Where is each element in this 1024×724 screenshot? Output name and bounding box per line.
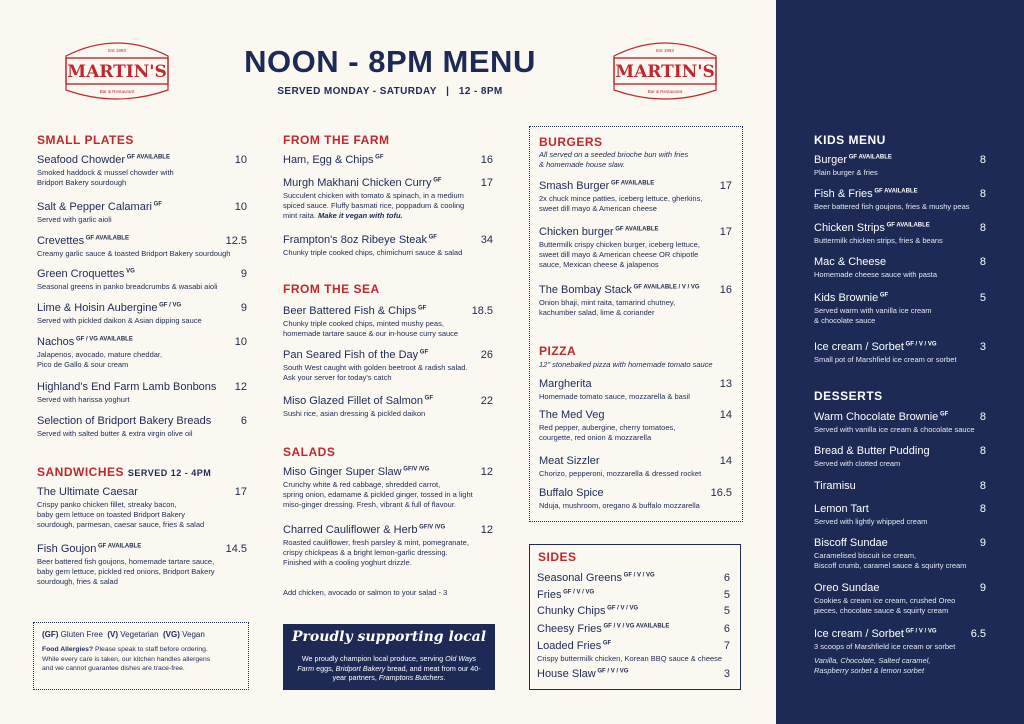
item-name: Chicken Strips <box>814 222 885 234</box>
item-price: 17 <box>719 180 732 192</box>
item-description: Succulent chicken with tomato & spinach, in a medium spiced sauce. Fluffy basmati rice, poppadum & cooling mint raita. Make it vegan with tofu. <box>283 191 465 220</box>
kids-desserts-panel <box>776 0 1024 724</box>
item-price: 16.5 <box>710 487 732 499</box>
item-name: Seasonal Greens <box>537 572 622 584</box>
dietary-tag: GF/V /VG <box>417 524 446 531</box>
item-name: Selection of Bridport Bakery Breads <box>37 415 212 427</box>
menu-title: NOON - 8PM MENU <box>244 44 536 79</box>
menu-item <box>283 305 493 339</box>
dietary-legend: (GF) Gluten Free (V) Vegetarian (VG) Vegan <box>42 630 205 639</box>
item-description: Served with harissa yoghurt <box>37 395 130 404</box>
item-price: 34 <box>480 234 493 246</box>
item-name: Nachos <box>37 336 75 348</box>
item-description: Cookies & cream ice cream, crushed Oreo pieces, chocolate sauce & squirty cream <box>814 596 956 615</box>
dietary-tag: GF AVAILABLE <box>847 154 892 161</box>
item-description: Served with pickled daikon & Asian dipping sauce <box>37 316 202 325</box>
dietary-tag: GF <box>938 411 949 418</box>
menu-item <box>37 543 247 587</box>
item-price: 7 <box>723 640 730 652</box>
menu-item <box>537 640 730 664</box>
dietary-tag: GF / V / VG <box>622 572 655 579</box>
svg-text:Bar & Restaurant: Bar & Restaurant <box>99 89 135 94</box>
item-description: Served with garlic aioli <box>37 215 112 224</box>
item-price: 16 <box>719 284 732 296</box>
item-price: 5 <box>723 605 730 617</box>
item-name: Smash Burger <box>539 180 610 192</box>
dietary-tag: GF / VG AVAILABLE <box>74 336 133 343</box>
dietary-tag: GF <box>431 177 442 184</box>
item-name: Fries <box>537 589 562 601</box>
local-support-badge <box>283 624 495 690</box>
item-description: Red pepper, aubergine, cherry tomatoes, courgette, red onion & mozzarella <box>539 423 676 442</box>
item-description: Crispy panko chicken fillet, streaky bacon, baby gem lettuce on toasted Bridport Bakery sourdough, parmesan, caesar sauce, fries & salad <box>37 500 205 529</box>
item-description: South West caught with golden beetroot & radish salad. Ask your server for today's catch <box>283 363 468 382</box>
item-description: Homemade cheese sauce with pasta <box>814 270 937 279</box>
pizza-intro: 12" stonebaked pizza with homemade tomato sauce <box>539 360 713 369</box>
item-price: 8 <box>979 188 986 200</box>
dietary-tag: GF <box>151 201 162 208</box>
item-name: Fish Goujon <box>37 543 97 555</box>
menu-item <box>537 589 730 601</box>
item-description: Smoked haddock & mussel chowder with Bridport Bakery sourdough <box>37 168 174 187</box>
item-price: 10 <box>234 154 247 166</box>
item-price: 6 <box>723 572 730 584</box>
item-price: 14 <box>719 455 732 467</box>
menu-item <box>539 284 732 318</box>
menu-item <box>814 480 986 492</box>
martins-logo-right <box>606 36 724 102</box>
item-name: Beer Battered Fish & Chips <box>283 305 417 317</box>
item-price: 6.5 <box>970 628 986 640</box>
item-name: Ham, Egg & Chips <box>283 154 374 166</box>
item-price: 8 <box>979 445 986 457</box>
item-description: Crunchy white & red cabbage, shredded carrot, spring onion, edamame & pickled ginger, tossed in a light miso-ginger dressing. Fresh, vibrant & full of flavour. <box>283 480 473 509</box>
item-price: 13 <box>719 378 732 390</box>
sandwiches-title: SANDWICHES SERVED 12 - 4PM <box>37 465 212 479</box>
legend-box <box>33 622 249 690</box>
item-description: 2x chuck mince patties, iceberg lettuce, gherkins, sweet dill mayo & American cheese <box>539 194 703 213</box>
item-name: Lemon Tart <box>814 503 869 515</box>
item-price: 6 <box>723 623 730 635</box>
item-name: Warm Chocolate Brownie <box>814 411 939 423</box>
item-price: 3 <box>723 668 730 680</box>
menu-item <box>37 235 247 259</box>
item-name: Loaded Fries <box>537 640 602 652</box>
item-name: Salt & Pepper Calamari <box>37 201 152 213</box>
menu-item <box>37 336 247 370</box>
small-plates-title: SMALL PLATES <box>37 133 134 147</box>
menu-item <box>814 222 986 246</box>
menu-item <box>814 503 986 527</box>
item-description: Caramelised biscuit ice cream, Biscoff crumb, caramel sauce & squirty cream <box>814 551 967 570</box>
farm-title: FROM THE FARM <box>283 133 390 147</box>
item-name: Margherita <box>539 378 592 390</box>
item-name: Green Croquettes <box>37 268 125 280</box>
item-price: 3 <box>979 341 986 353</box>
menu-item <box>283 154 493 166</box>
dietary-tag: GF/V /VG <box>401 466 430 473</box>
item-description: Homemade tomato sauce, mozzarella & basil <box>539 392 690 401</box>
item-name: Cheesy Fries <box>537 623 602 635</box>
menu-item <box>283 524 493 568</box>
item-description: Crispy buttermilk chicken, Korean BBQ sauce & cheese <box>537 654 723 663</box>
item-description: Beer battered fish goujons, homemade tartare sauce, baby gem lettuce, pickled red onions, Bridport Bakery sourdough, fries & salad <box>37 557 215 586</box>
menu-item <box>37 486 247 530</box>
item-name: Oreo Sundae <box>814 582 880 594</box>
dietary-tag: GF <box>416 305 427 312</box>
sides-title: SIDES <box>538 550 577 564</box>
item-name: Seafood Chowder <box>37 154 126 166</box>
item-price: 8 <box>979 222 986 234</box>
dietary-tag: GF / V / VG <box>605 605 639 612</box>
svg-text:Bar & Restaurant: Bar & Restaurant <box>647 89 683 94</box>
dietary-tag: GF AVAILABLE <box>609 180 655 187</box>
desserts-title: DESSERTS <box>814 389 883 403</box>
item-price: 17 <box>480 177 493 189</box>
item-name: Chicken burger <box>539 226 614 238</box>
svg-text:Est 1993: Est 1993 <box>108 48 126 53</box>
menu-item <box>37 201 247 225</box>
item-description: Sushi rice, asian dressing & pickled daikon <box>283 409 426 418</box>
menu-item <box>814 154 986 178</box>
martins-logo-left <box>58 36 176 102</box>
svg-text:MARTIN'S: MARTIN'S <box>67 62 167 82</box>
item-price: 9 <box>240 302 247 314</box>
item-description: 3 scoops of Marshfield ice cream or sorbet <box>814 642 956 651</box>
menu-item <box>537 572 730 584</box>
item-description: Plain burger & fries <box>814 168 878 177</box>
item-price: 26 <box>480 349 493 361</box>
dietary-tag: GF <box>423 395 433 402</box>
menu-item <box>814 411 986 435</box>
item-name: Lime & Hoisin Aubergine <box>37 302 158 314</box>
svg-text:Est 1993: Est 1993 <box>656 48 674 53</box>
item-price: 12 <box>234 381 247 393</box>
dietary-tag: GF / V / VG AVAILABLE <box>601 623 670 630</box>
allergy-note: Food Allergies? Please speak to staff before ordering. While every care is taken, our kitchen handles allergens and we cannot guarantee dishes are trace-free. <box>42 646 211 672</box>
item-name: The Ultimate Caesar <box>37 486 138 498</box>
item-price: 12 <box>480 466 493 478</box>
item-description: Served with salted butter & extra virgin olive oil <box>37 429 193 438</box>
item-name: Miso Glazed Fillet of Salmon <box>283 395 423 407</box>
item-price: 5 <box>723 589 730 601</box>
menu-item <box>814 188 986 212</box>
item-name: Buffalo Spice <box>539 487 604 499</box>
item-name: Biscoff Sundae <box>814 537 888 549</box>
item-name: Meat Sizzler <box>539 455 600 467</box>
dietary-tag: GF <box>373 154 384 161</box>
item-name: Mac & Cheese <box>814 256 887 268</box>
menu-item <box>283 177 493 221</box>
burgers-title: BURGERS <box>539 135 603 149</box>
menu-item <box>537 668 730 680</box>
item-description: Buttermilk chicken strips, fries & beans <box>814 236 943 245</box>
item-name: Crevettes <box>37 235 85 247</box>
item-price: 6 <box>240 415 247 427</box>
dietary-tag: GF <box>426 234 437 241</box>
item-price: 14 <box>719 409 732 421</box>
item-description: Served with vanilla ice cream & chocolate sauce <box>814 425 975 434</box>
menu-item <box>539 226 732 270</box>
item-name: House Slaw <box>537 668 596 680</box>
item-description: Served with clotted cream <box>814 459 901 468</box>
item-price: 5 <box>979 292 986 304</box>
menu-item <box>814 537 986 571</box>
dietary-tag: GF AVAILABLE <box>125 154 170 161</box>
item-price: 9 <box>979 537 986 549</box>
item-description: Beer battered fish goujons, fries & mushy peas <box>814 202 970 211</box>
menu-item <box>537 605 730 617</box>
dietary-tag: GF / V / VG <box>561 589 595 596</box>
item-name: Ice cream / Sorbet <box>814 341 904 353</box>
dietary-tag: GF AVAILABLE / V / VG <box>631 284 700 291</box>
item-price: 9 <box>979 582 986 594</box>
item-price: 8 <box>979 480 986 492</box>
menu-item <box>283 395 493 419</box>
dietary-tag: GF / V / VG <box>903 341 937 348</box>
item-description: Roasted cauliflower, fresh parsley & mint, pomegranate, crispy chickpeas & a bright lemon-garlic dressing. Finished with a cooling yoghurt drizzle. <box>283 538 469 567</box>
dietary-tag: GF AVAILABLE <box>884 222 930 229</box>
item-name: Fish & Fries <box>814 188 873 200</box>
sorbet-flavours: Vanilla, Chocolate, Salted caramel, Raspberry sorbet & lemon sorbet <box>814 656 931 675</box>
dietary-tag: GF <box>601 640 612 647</box>
menu-item <box>814 628 986 652</box>
item-description: Chorizo, pepperoni, mozzarella & dressed rocket <box>539 469 702 478</box>
dietary-tag: GF AVAILABLE <box>84 235 129 242</box>
item-name: Frampton's 8oz Ribeye Steak <box>283 234 427 246</box>
menu-item <box>814 292 986 326</box>
dietary-tag: GF AVAILABLE <box>613 226 659 233</box>
item-description: Served warm with vanilla ice cream & chocolate sauce <box>814 306 932 325</box>
menu-item <box>539 409 732 443</box>
item-name: Pan Seared Fish of the Day <box>283 349 419 361</box>
menu-item <box>283 234 493 258</box>
pizza-title: PIZZA <box>539 344 577 358</box>
menu-item <box>814 445 986 469</box>
item-price: 14.5 <box>225 543 247 555</box>
salads-title: SALADS <box>283 445 336 459</box>
menu-item <box>539 180 732 214</box>
svg-text:MARTIN'S: MARTIN'S <box>615 62 715 82</box>
item-description: Jalapenos, avocado, mature cheddar, Pico de Gallo & sour cream <box>37 350 163 369</box>
menu-item <box>37 268 247 292</box>
item-price: 8 <box>979 411 986 423</box>
dietary-tag: VG <box>124 268 135 275</box>
menu-item <box>37 381 247 405</box>
item-name: Tiramisu <box>814 480 856 492</box>
item-price: 12.5 <box>225 235 247 247</box>
item-price: 10 <box>234 336 247 348</box>
item-price: 8 <box>979 154 986 166</box>
item-description: Creamy garlic sauce & toasted Bridport Bakery sourdough <box>37 249 231 258</box>
menu-item <box>283 466 493 510</box>
vegan-option-note: Make it vegan with tofu. <box>315 211 403 220</box>
local-title: Proudly supporting local <box>291 629 487 645</box>
item-name: Miso Ginger Super Slaw <box>283 466 402 478</box>
item-name: Ice cream / Sorbet <box>814 628 904 640</box>
menu-item <box>37 415 247 439</box>
menu-item <box>814 256 986 280</box>
item-price: 12 <box>480 524 493 536</box>
item-description: Buttermilk crispy chicken burger, iceberg lettuce, sweet dill mayo & American cheese OR chipotle sauce, Mexican cheese & jalapenos <box>539 240 700 269</box>
item-description: Onion bhaji, mint raita, tamarind chutney, kachumber salad, lime & coriander <box>539 298 676 317</box>
menu-item <box>539 455 732 479</box>
item-price: 17 <box>719 226 732 238</box>
item-price: 8 <box>979 503 986 515</box>
item-name: Burger <box>814 154 848 166</box>
item-description: Chunky triple cooked chips, minted mushy peas, homemade tartare sauce & our in-house curry sauce <box>283 319 459 338</box>
item-name: Murgh Makhani Chicken Curry <box>283 177 432 189</box>
item-name: The Bombay Stack <box>539 284 632 296</box>
item-name: The Med Veg <box>539 409 605 421</box>
menu-item <box>539 378 732 402</box>
menu-item <box>283 349 493 383</box>
dietary-tag: GF <box>878 292 889 299</box>
item-name: Kids Brownie <box>814 292 879 304</box>
dietary-tag: GF / V / VG <box>903 628 937 635</box>
item-description: Chunky triple cooked chips, chimichurri sauce & salad <box>283 248 463 257</box>
dietary-tag: GF / VG <box>157 302 182 309</box>
salad-add-note: Add chicken, avocado or salmon to your salad - 3 <box>283 588 448 597</box>
dietary-tag: GF <box>418 349 429 356</box>
item-price: 18.5 <box>471 305 493 317</box>
item-price: 9 <box>240 268 247 280</box>
item-price: 22 <box>480 395 493 407</box>
menu-item <box>537 623 730 635</box>
dietary-tag: GF AVAILABLE <box>96 543 142 550</box>
item-price: 8 <box>979 256 986 268</box>
item-price: 17 <box>234 486 247 498</box>
dietary-tag: GF AVAILABLE <box>872 188 918 195</box>
menu-item <box>539 487 732 511</box>
kids-title: KIDS MENU <box>814 133 886 147</box>
item-description: Nduja, mushroom, oregano & buffalo mozzarella <box>539 501 700 510</box>
menu-item <box>814 341 986 365</box>
item-name: Bread & Butter Pudding <box>814 445 930 457</box>
burgers-intro: All served on a seeded brioche bun with fries & homemade house slaw. <box>539 150 689 169</box>
item-description: Small pot of Marshfield ice cream or sorbet <box>814 355 957 364</box>
item-description: Served with lightly whipped cream <box>814 517 928 526</box>
item-name: Highland's End Farm Lamb Bonbons <box>37 381 217 393</box>
item-name: Chunky Chips <box>537 605 606 617</box>
dietary-tag: GF / V / VG <box>595 668 629 675</box>
served-times: SERVED MONDAY - SATURDAY | 12 - 8PM <box>277 86 503 97</box>
item-price: 10 <box>234 201 247 213</box>
sea-title: FROM THE SEA <box>283 282 380 296</box>
menu-item <box>37 154 247 188</box>
item-name: Charred Cauliflower & Herb <box>283 524 418 536</box>
menu-item <box>37 302 247 326</box>
item-price: 16 <box>480 154 493 166</box>
local-text: We proudly champion local produce, serving Old Ways Farm eggs, Bridport Bakery bread, and meat from our 40-year partners, Framptons Butchers. <box>297 654 481 682</box>
menu-item <box>814 582 986 616</box>
item-description: Seasonal greens in panko breadcrumbs & wasabi aioli <box>37 282 218 291</box>
